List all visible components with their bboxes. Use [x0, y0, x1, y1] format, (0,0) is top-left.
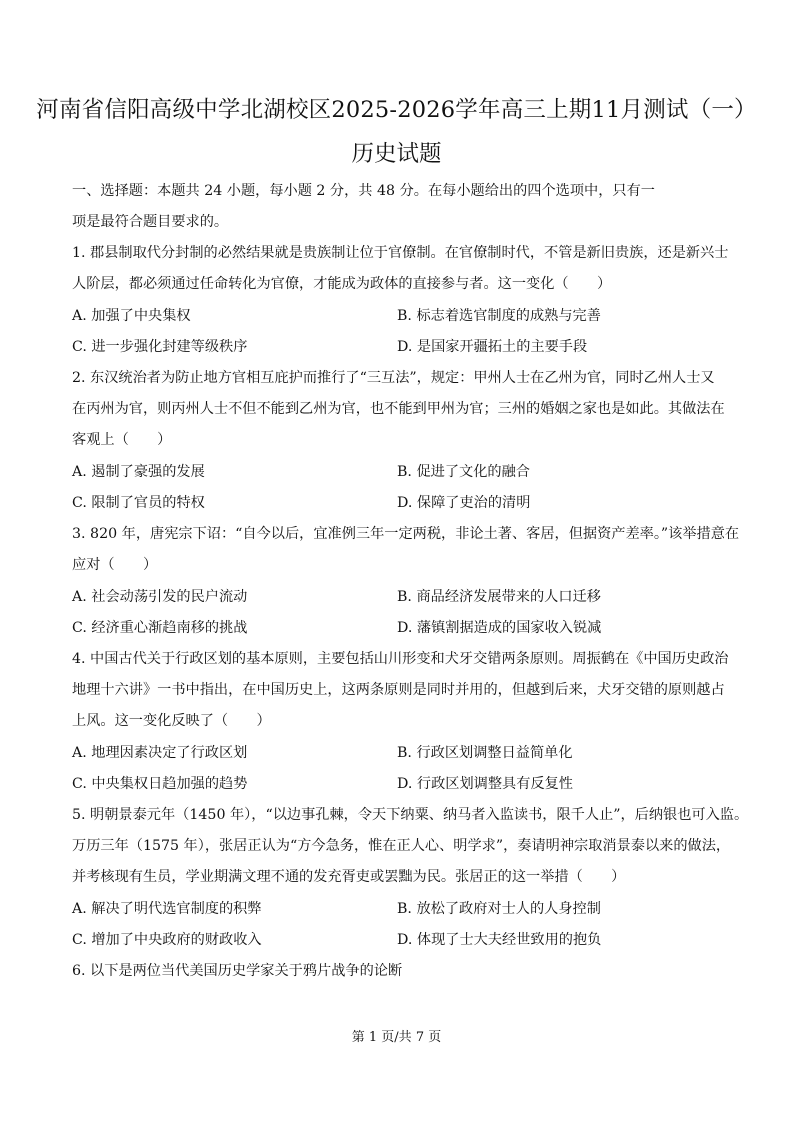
question-stem-line: 应对（ ）	[72, 557, 158, 573]
option-b: B. 放松了政府对士人的人身控制	[397, 901, 601, 917]
option-c: C. 限制了官员的特权	[72, 495, 205, 511]
section-header-line: 项是最符合题目要求的。	[72, 214, 229, 230]
option-a: A. 解决了明代选官制度的积弊	[72, 901, 262, 917]
question-stem-line: 人阶层，都必须通过任命转化为官僚，才能成为政体的直接参与者。这一变化（ ）	[72, 276, 612, 292]
option-d: D. 藩镇割据造成的国家收入锐减	[397, 620, 602, 636]
question-stem-line: 3. 820 年，唐宪宗下诏：“自今以后，宜准例三年一定两税，非论土著、客居，但据资产差率。”该举措意在	[72, 526, 740, 542]
page-footer: 第 1 页/共 7 页	[351, 1030, 442, 1045]
option-c: C. 进一步强化封建等级秩序	[72, 339, 248, 355]
question-stem-line: 客观上（ ）	[72, 432, 172, 448]
question-stem-line: 并考核现有生员，学业期满文理不通的发充胥吏或罢黜为民。张居正的这一举措（ ）	[72, 869, 626, 885]
option-d: D. 是国家开疆拓土的主要手段	[397, 339, 588, 355]
question-stem-line: 4. 中国古代关于行政区划的基本原则，主要包括山川形变和犬牙交错两条原则。周振鹤在《中国历史政治	[72, 651, 729, 667]
option-d: D. 保障了吏治的清明	[397, 495, 531, 511]
option-d: D. 行政区划调整具有反复性	[397, 776, 573, 792]
option-a: A. 社会动荡引发的民户流动	[72, 589, 248, 605]
option-b: B. 促进了文化的融合	[397, 464, 530, 480]
question-stem-line: 上风。这一变化反映了（ ）	[72, 713, 271, 729]
question-stem-line: 地理十六讲》一书中指出，在中国历史上，这两条原则是同时并用的，但越到后来，犬牙交错的原则越占	[72, 682, 725, 698]
question-stem-line: 万历三年（1575 年），张居正认为“方今急务，惟在正人心、明学求”，奏请明神宗取消景泰以来的做法，	[72, 838, 731, 854]
exam-title-line2: 历史试题	[351, 141, 442, 167]
option-b: B. 商品经济发展带来的人口迁移	[397, 589, 601, 605]
question-stem-line: 5. 明朝景泰元年（1450 年），“以边事孔棘，令天下纳粟、纳马者入监读书，限千人止”，后纳银也可入监。	[72, 807, 749, 823]
option-b: B. 行政区划调整日益简单化	[397, 745, 573, 761]
question-stem-line: 在丙州为官，则丙州人士不但不能到乙州为官，也不能到甲州为官；三州的婚姻之家也是如此。其做法在	[72, 401, 725, 417]
option-c: C. 经济重心渐趋南移的挑战	[72, 620, 248, 636]
option-a: A. 加强了中央集权	[72, 308, 191, 324]
option-a: A. 遏制了豪强的发展	[72, 464, 205, 480]
option-d: D. 体现了士大夫经世致用的抱负	[397, 932, 602, 948]
option-a: A. 地理因素决定了行政区划	[72, 745, 248, 761]
option-c: C. 中央集权日趋加强的趋势	[72, 776, 248, 792]
question-stem-line: 1. 郡县制取代分封制的必然结果就是贵族制让位于官僚制。在官僚制时代，不管是新旧贵族，还是新兴士	[72, 245, 729, 261]
exam-title-line1: 河南省信阳高级中学北湖校区2025-2026学年高三上期11月测试（一）	[36, 97, 757, 123]
option-b: B. 标志着选官制度的成熟与完善	[397, 308, 601, 324]
section-header-line: 一、选择题：本题共 24 小题，每小题 2 分，共 48 分。在每小题给出的四个选项中，只有一	[72, 183, 655, 199]
option-c: C. 增加了中央政府的财政收入	[72, 932, 262, 948]
question-stem-line: 6. 以下是两位当代美国历史学家关于鸦片战争的论断	[72, 963, 403, 979]
question-stem-line: 2. 东汉统治者为防止地方官相互庇护而推行了“三互法”，规定：甲州人士在乙州为官，同时乙州人士又	[72, 370, 715, 386]
